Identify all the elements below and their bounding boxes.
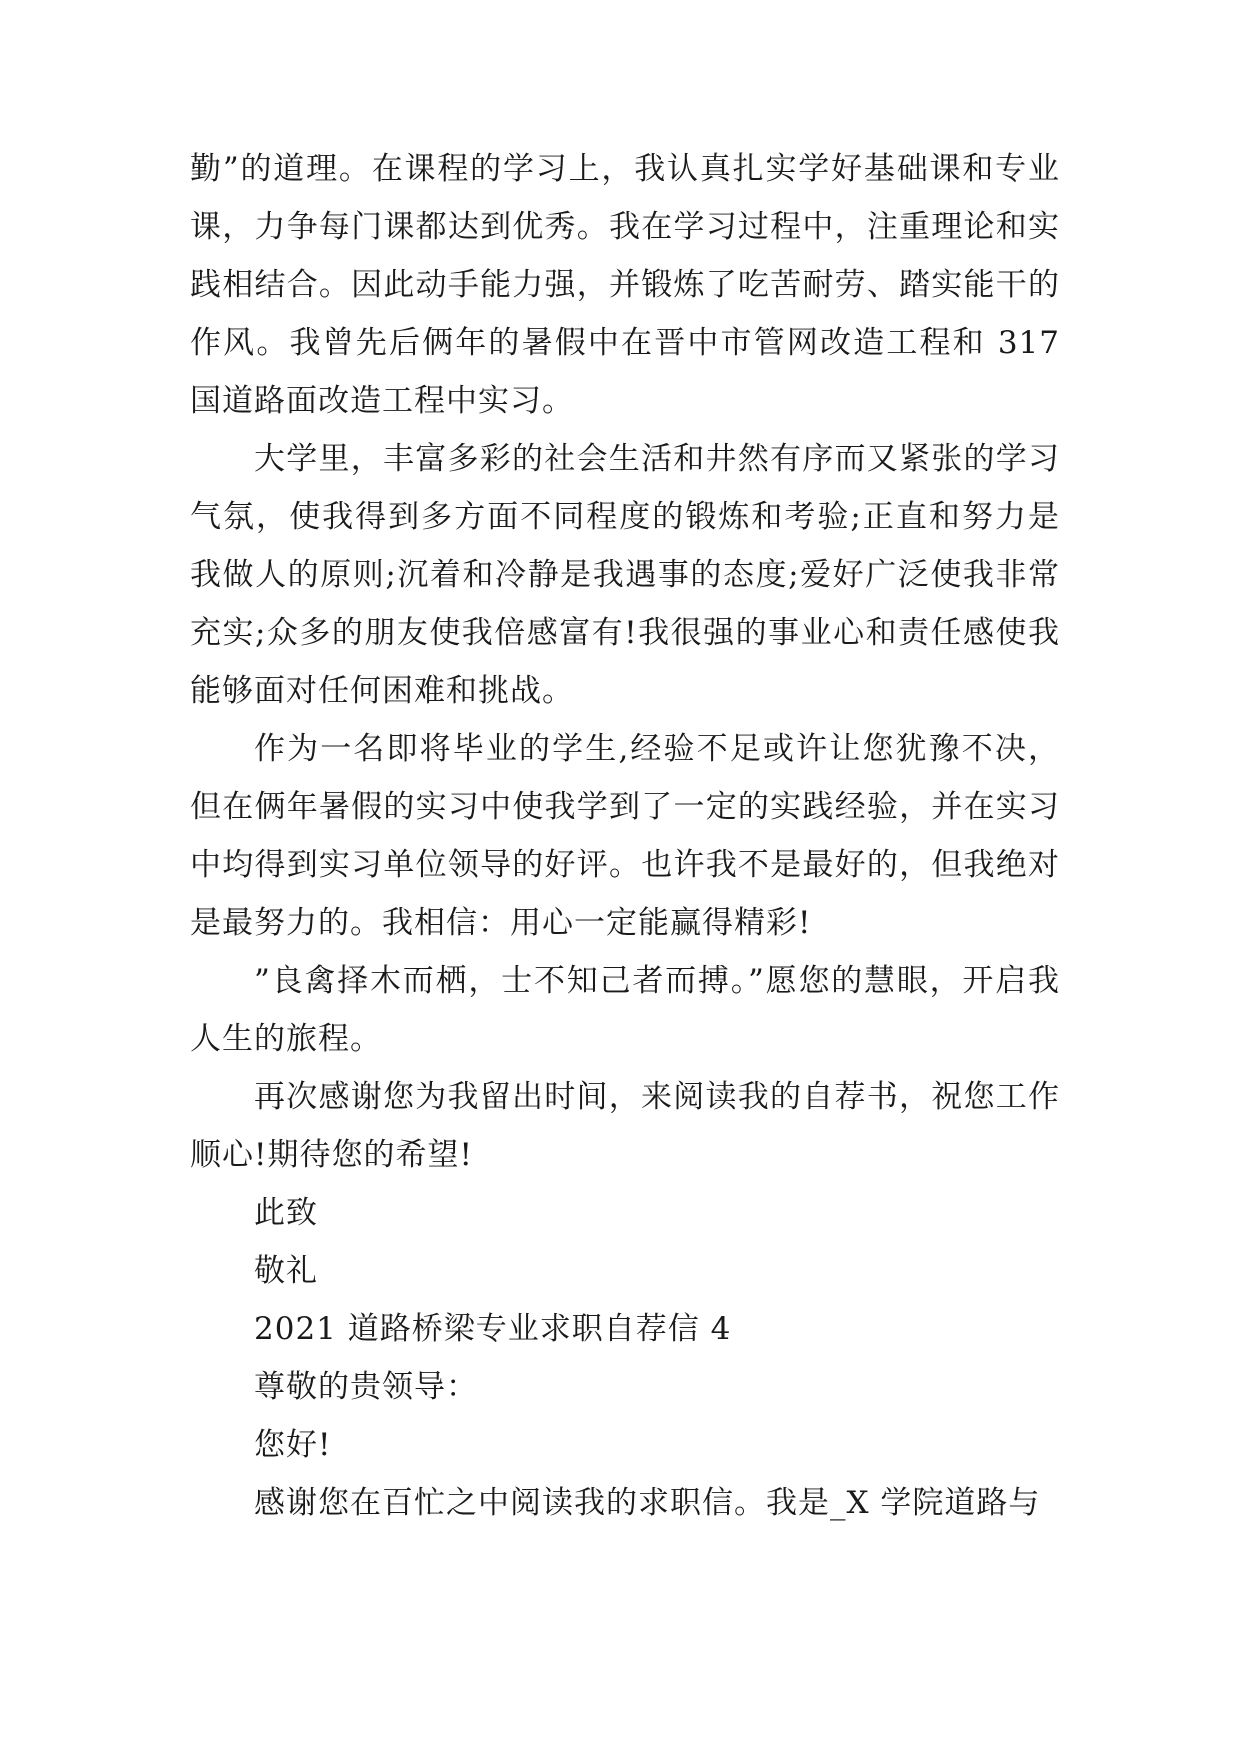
paragraph-quote: ”良禽择木而栖，士不知己者而搏。”愿您的慧眼，开启我人生的旅程。 <box>190 963 1060 1057</box>
paragraph-university-life: 大学里，丰富多彩的社会生活和井然有序而又紧张的学习气氛，使我得到多方面不同程度的锻炼和考验;正直和努力是我做人的原则;沉着和冷静是我遇事的态度;爱好广泛使我非常充实;众多的朋友使我倍感富有!我很强的事业心和责任感使我能够面对任何困难和挑战。 <box>190 441 1060 709</box>
opening-line: 感谢您在百忙之中阅读我的求职信。我是_X 学院道路与 <box>254 1485 1041 1521</box>
paragraph-thanks: 再次感谢您为我留出时间，来阅读我的自荐书，祝您工作顺心!期待您的希望! <box>190 1079 1060 1173</box>
closing-line-1: 此致 <box>254 1195 318 1231</box>
paragraph-study: 勤”的道理。在课程的学习上，我认真扎实学好基础课和专业课，力争每门课都达到优秀。我在学习过程中，注重理论和实践相结合。因此动手能力强，并锻炼了吃苦耐劳、踏实能干的作风。我曾先后俩年的暑假中在晋中市管网改造工程和 317 国道路面改造工程中实习。 <box>190 151 1060 419</box>
salutation: 尊敬的贵领导： <box>254 1369 478 1405</box>
paragraph-experience: 作为一名即将毕业的学生,经验不足或许让您犹豫不决，但在俩年暑假的实习中使我学到了一定的实践经验，并在实习中均得到实习单位领导的好评。也许我不是最好的，但我绝对是最努力的。我相信：用心一定能赢得精彩! <box>190 731 1060 941</box>
closing-line-2: 敬礼 <box>254 1253 318 1289</box>
letter-body <box>190 140 1060 1532</box>
greeting: 您好! <box>254 1427 332 1463</box>
letter-title: 2021 道路桥梁专业求职自荐信 4 <box>254 1311 732 1347</box>
